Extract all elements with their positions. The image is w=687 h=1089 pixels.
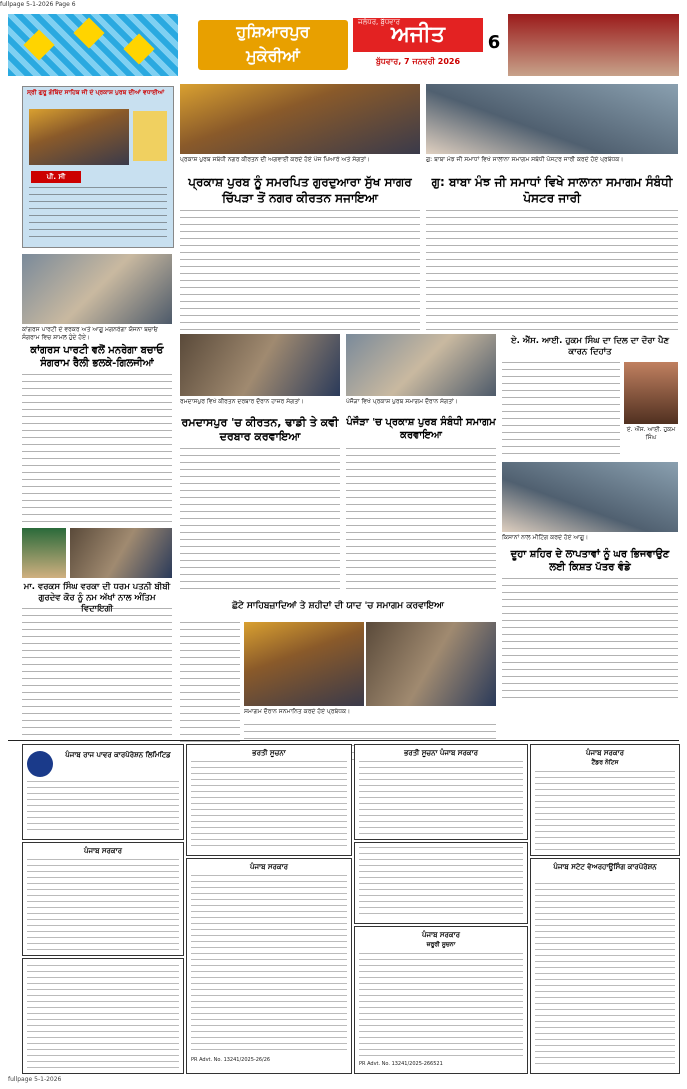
asi-body xyxy=(502,362,620,458)
ads-divider xyxy=(8,740,679,741)
diamond-tile xyxy=(123,33,154,64)
diamond-tile xyxy=(73,17,104,48)
tender-ad xyxy=(530,744,680,856)
vacancy-ad-title: ਭਰਤੀ ਸੂਚਨਾ xyxy=(252,749,286,757)
portrait-image xyxy=(133,111,167,161)
page-number: 6 xyxy=(487,32,501,53)
poster-release-headline: ਗੁ: ਬਾਬਾ ਮੰਝ ਜੀ ਸਮਾਧਾਂ ਵਿਖੇ ਸਾਲਾਨਾ ਸਮਾਗਮ ਸੰਬੰਧੀ ਪੋਸਟਰ ਜਾਰੀ xyxy=(431,175,673,205)
kirtan-darbar-headline: ਰਮਦਾਸਪੁਰ 'ਚ ਕੀਰਤਨ, ਢਾਡੀ ਤੇ ਕਵੀ ਦਰਬਾਰ ਕਰਵਾਇਆ xyxy=(181,416,339,443)
masthead xyxy=(8,14,679,76)
farmers-caption: ਕਿਸਾਨਾਂ ਨਾਲ ਮੀਟਿੰਗ ਕਰਦੇ ਹੋਏ ਆਗੂ। xyxy=(502,534,589,541)
govt-ad-center-text xyxy=(191,875,347,1051)
paper-title xyxy=(198,20,348,70)
asi-portrait xyxy=(624,362,678,424)
pspcl-ad xyxy=(22,744,184,840)
tender-ad-title: ਪੰਜਾਬ ਸਰਕਾਰ xyxy=(585,749,624,757)
left-govt-ad-2 xyxy=(22,958,184,1074)
nagar-kirtan-caption: ਪ੍ਰਕਾਸ਼ ਪੁਰਬ ਸਬੰਧੀ ਨਗਰ ਕੀਰਤਨ ਦੀ ਅਗਵਾਈ ਕਰਦੇ ਹੋਏ ਪੰਜ ਪਿਆਰੇ ਅਤੇ ਸੰਗਤਾਂ। xyxy=(180,156,370,163)
sahibzade-caption: ਸਮਾਗਮ ਦੌਰਾਨ ਸਨਮਾਨਿਤ ਕਰਦੇ ਹੋਏ ਪ੍ਰਬੰਧਕ। xyxy=(244,708,351,715)
vacancy-ad xyxy=(186,744,352,856)
masthead-title-block xyxy=(178,14,508,76)
sahibzade-headline: ਛੋਟੇ ਸਾਹਿਬਜ਼ਾਦਿਆਂ ਤੇ ਸ਼ਹੀਦਾਂ ਦੀ ਯਾਦ 'ਚ ਸਮਾਗਮ ਕਰਵਾਇਆ xyxy=(232,601,444,611)
diamond-tile xyxy=(23,29,54,60)
govt-ad-center-title: ਪੰਜਾਬ ਸਰਕਾਰ xyxy=(249,863,288,871)
urgent-notice-text xyxy=(359,953,523,1057)
warehousing-ad xyxy=(530,858,680,1074)
left-govt-ad-2-text xyxy=(27,965,179,1069)
poster-release-caption: ਗੁ: ਬਾਬਾ ਮੰਝ ਜੀ ਸਮਾਧਾਂ ਵਿਖੇ ਸਾਲਾਨਾ ਸਮਾਗਮ ਸਬੰਧੀ ਪੋਸਟਰ ਜਾਰੀ ਕਰਦੇ ਹੋਏ ਪ੍ਰਬੰਧਕ। xyxy=(426,156,624,163)
obit-headline: ਮਾ. ਵਰਕਸ ਸਿੰਘ ਵਰਕਾ ਦੀ ਧਰਮ ਪਤਨੀ ਬੀਬੀ ਗੁਰਦੇਵ ਕੌਰ ਨੂੰ ਨਮ ਅੱਖਾਂ ਨਾਲ ਅੰਤਿਮ ਵਿਦਾਇਗੀ xyxy=(23,582,171,614)
brand-logo: ਅਜੀਤ xyxy=(353,18,483,52)
recruitment-ad-text xyxy=(359,761,523,835)
poster-release-photo xyxy=(426,84,678,154)
nagar-kirtan-body xyxy=(180,210,420,330)
pspcl-ad-title: ਪੰਜਾਬ ਰਾਜ ਪਾਵਰ ਕਾਰਪੋਰੇਸ਼ਨ ਲਿਮਿਟਿਡ xyxy=(65,751,171,759)
urgent-notice-subtitle: ਜ਼ਰੂਰੀ ਸੂਚਨਾ xyxy=(426,941,456,948)
asi-portrait-caption: ਏ. ਐੱਸ. ਆਈ. ਹੁਕਮ ਸਿੰਘ xyxy=(626,426,676,441)
edition-label: ਜਲੰਧਰ, ਬੁੱਧਵਾਰ xyxy=(358,18,401,26)
recruitment-ad xyxy=(354,744,528,840)
notice-ad xyxy=(354,842,528,924)
funeral-photo xyxy=(70,528,172,578)
poster-release-body xyxy=(426,210,678,330)
top-print-strip: fullpage 5-1-2026 Page 6 xyxy=(0,1,76,8)
urgent-notice-title: ਪੰਜਾਬ ਸਰਕਾਰ xyxy=(421,931,460,939)
pspcl-logo xyxy=(27,751,53,777)
panjaura-body xyxy=(346,448,496,594)
greeting-box xyxy=(22,86,174,248)
tender-ad-text xyxy=(535,771,675,851)
panjaura-headline: ਪੰਜੌੜਾ 'ਚ ਪ੍ਰਕਾਸ਼ ਪੁਰਬ ਸੰਬੰਧੀ ਸਮਾਗਮ ਕਰਵਾਇਆ xyxy=(346,417,496,441)
kirtan-darbar-caption: ਰਮਦਾਸਪੁਰ ਵਿਖੇ ਕੀਰਤਨ ਦਰਬਾਰ ਦੌਰਾਨ ਹਾਜ਼ਰ ਸੰਗਤਾਂ। xyxy=(180,398,304,405)
farmers-meeting-photo xyxy=(502,462,678,532)
obit-portrait xyxy=(22,528,66,578)
pspcl-ad-text xyxy=(27,781,179,835)
sahibzade-photo-2 xyxy=(366,622,496,706)
govt-ad-center xyxy=(186,858,352,1074)
warehousing-ad-text xyxy=(535,883,675,1069)
paper-title-line1: ਹੁਸ਼ਿਆਰਪੁਰ xyxy=(236,22,310,41)
greeting-badge: ਪੀ. ਸੀ xyxy=(31,171,81,183)
masthead-left-pattern xyxy=(8,14,178,76)
obit-body-text xyxy=(22,608,172,736)
panjaura-caption: ਪੰਜੌੜਾ ਵਿਖੇ ਪ੍ਰਕਾਸ਼ ਪੁਰਬ ਸਮਾਗਮ ਦੌਰਾਨ ਸੰਗਤਾਂ। xyxy=(346,398,458,405)
congress-rally-photo xyxy=(22,254,172,324)
gurdwara-image xyxy=(29,109,129,165)
nagar-kirtan-photo xyxy=(180,84,420,154)
farmers-body xyxy=(502,578,678,698)
urgent-notice-ad xyxy=(354,926,528,1074)
nagar-kirtan-headline: ਪ੍ਰਕਾਸ਼ ਪੁਰਬ ਨੂੰ ਸਮਰਪਿਤ ਗੁਰਦੁਆਰਾ ਸੁੱਖ ਸਾਗਰ ਚਿੱਪੜਾ ਤੋਂ ਨਗਰ ਕੀਰਤਨ ਸਜਾਇਆ xyxy=(188,175,412,205)
paper-title-line2: ਮੁਕੇਰੀਆਂ xyxy=(246,46,300,65)
left-govt-ad xyxy=(22,842,184,956)
tender-ad-subtitle: ਟੈਂਡਰ ਨੋਟਿਸ xyxy=(591,759,619,766)
issue-date: ਬੁੱਧਵਾਰ, 7 ਜਨਵਰੀ 2026 xyxy=(375,57,461,66)
congress-headline: ਕਾਂਗਰਸ ਪਾਰਟੀ ਵਲੋਂ ਮਨਰੇਗਾ ਬਚਾਓ ਸੰਗਰਾਮ ਰੈਲੀ ਭਲਕੇ-ਗਿਲਜੀਆਂ xyxy=(30,345,164,369)
sahibzade-photo-1 xyxy=(244,622,364,706)
left-govt-ad-text xyxy=(27,859,179,951)
greeting-box-title: ਸ੍ਰੀ ਗੁਰੂ ਗੋਬਿੰਦ ਸਾਹਿਬ ਜੀ ਦੇ ਪ੍ਰਕਾਸ਼ ਪੁਰਬ ਦੀਆਂ ਵਧਾਈਆਂ xyxy=(27,89,165,96)
sahibzade-body-left xyxy=(180,622,240,742)
recruitment-ad-title: ਭਰਤੀ ਸੂਚਨਾ ਪੰਜਾਬ ਸਰਕਾਰ xyxy=(404,749,478,757)
masthead-right-photo xyxy=(508,14,679,76)
warehousing-ad-title: ਪੰਜਾਬ ਸਟੇਟ ਵੇਅਰਹਾਊਸਿੰਗ ਕਾਰਪੋਰੇਸ਼ਨ xyxy=(553,863,657,871)
pr-advt-number-1: PR Advt. No. 13241/2025-26/26 xyxy=(191,1057,271,1063)
pr-advt-number-2: PR Advt. No. 13241/2025-266521 xyxy=(359,1061,443,1067)
bottom-print-strip: fullpage 5-1-2026 xyxy=(8,1076,62,1083)
farmers-headline: ਦੂਹਾ ਸ਼ਹਿਰ ਦੇ ਲਾਪਤਾਵਾਂ ਨੂੰ ਘਰ ਭਿਜਵਾਉਣ ਲਈ ਕਿਸ਼ਤ ਪੱਤਰ ਵੰਡੇ xyxy=(510,549,670,573)
greeting-text-lines xyxy=(29,187,167,243)
kirtan-darbar-photo xyxy=(180,334,340,396)
notice-ad-text xyxy=(359,847,523,919)
kirtan-darbar-body xyxy=(180,448,340,594)
congress-photo-caption: ਕਾਂਗਰਸ ਪਾਰਟੀ ਦੇ ਵਰਕਰ ਅਤੇ ਆਗੂ ਮਗਨਰੇਗਾ ਯੋਜਨਾ ਬਚਾਓ ਸੰਗਰਾਮ ਵਿਚ ਸ਼ਾਮਲ ਹੁੰਦੇ ਹੋਏ। xyxy=(22,326,158,341)
left-govt-ad-title: ਪੰਜਾਬ ਸਰਕਾਰ xyxy=(83,847,122,855)
congress-body-text xyxy=(22,374,172,524)
panjaura-photo xyxy=(346,334,496,396)
vacancy-ad-text xyxy=(191,761,347,851)
asi-headline: ਏ. ਐੱਸ. ਆਈ. ਹੁਕਮ ਸਿੰਘ ਦਾ ਦਿਲ ਦਾ ਦੌਰਾ ਪੈਣ ਕਾਰਨ ਦਿਹਾਂਤ xyxy=(511,336,669,357)
